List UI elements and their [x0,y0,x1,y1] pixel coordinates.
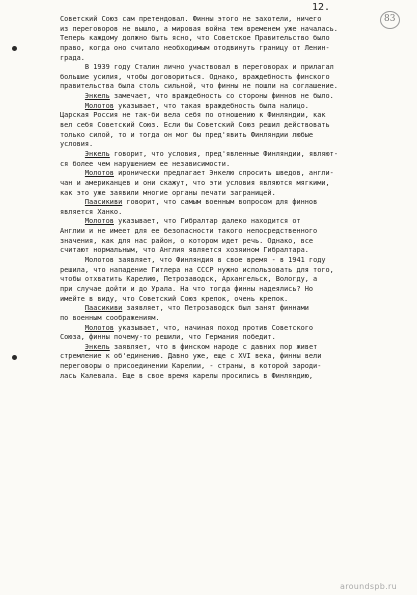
text-line [60,362,390,372]
text-line [60,333,390,343]
text-line [60,285,390,295]
speaker-name: Энкель [84,92,110,101]
line-text: Англии и не имеет для ее безопасности такого непосредственного [60,227,318,236]
line-text: Теперь каждому должно быть ясно, что Советское Правительство было [60,34,330,43]
line-text: заявляет, что Петрозаводск был занят финнами [122,304,309,313]
line-text: большие усилия, чтобы договориться. Однако, враждебность финского [60,72,330,81]
line-text: указывает, что такая враждебность была налицо. [113,101,309,110]
line-text: стремление к об'единению. Давно уже, еще с XVI века, финны вели [60,352,322,361]
line-text: при случае дойти и до Урала. На что тогда финны надеялись? Но [60,284,314,293]
line-text: как это уже заявили многие органы печати заграницей. [60,188,276,197]
speaker-name: Паасикиви [84,304,123,313]
text-line [60,63,390,73]
text-line [60,15,390,25]
text-line [60,304,390,314]
line-text: право, когда оно считало необходимым отодвинуть границу от Ленин- [60,43,330,52]
archive-page-mark: 83 [384,14,396,24]
speaker-name: Энкель [84,149,110,158]
text-line [60,227,390,237]
line-text: заявляет, что в финском народе с давних пор живет [109,342,318,351]
text-line [60,198,390,208]
text-line [60,275,390,285]
text-line [60,343,390,353]
speaker-name: Молотов [84,217,114,226]
text-line [60,54,390,64]
line-text: иронически предлагает Энкелю спросить шведов, англи- [113,169,334,178]
line-text: чтобы отхватить Карелию, Петрозаводск, Архангельск, Вологду, а [60,275,318,284]
line-text: чан и американцев и они скажут, что эти условия являются мягкими, [60,178,330,187]
line-text: из переговоров не вышло, а мировая война тем временем уже началась. [60,24,338,33]
text-line [60,131,390,141]
text-line [60,208,390,218]
text-line [60,237,390,247]
line-text: града. [60,53,85,62]
line-text: переговоры о присоединении Карелии, - страны, в которой зароди- [60,362,322,371]
line-text: только силой, то и тогда он мог бы пред'явить Финляндии любые [60,130,314,139]
line-text: лась Калевала. Еще в свое время карелы просились в Финляндию, [60,371,314,380]
speaker-name: Молотов [84,101,114,110]
line-text: замечает, что враждебность со стороны финнов не было. [109,92,334,101]
text-line [60,82,390,92]
text-line [60,140,390,150]
text-line [60,189,390,199]
text-line [60,150,390,160]
line-text: говорит, что самым военным вопросом для финнов [122,198,318,207]
line-text: условия. [60,140,94,149]
text-line [60,372,390,382]
text-line [60,324,390,334]
text-line [60,73,390,83]
line-text: Советский Союз сам претендовал. Финны этого не захотели, ничего [60,15,322,23]
line-text: считают нормальным, что Англия является хозяином Гибралтара. [60,246,309,255]
text-line [60,121,390,131]
document-body-text [60,15,390,381]
line-text: правительства была столь сильной, что финны не пошли на соглашение. [60,82,338,91]
line-text: ся более чем нарушением ее независимости. [60,159,231,168]
text-line [60,256,390,266]
page-number: 12. [312,2,331,13]
line-text: вел себя Советский Союз. Если бы Советский Союз решил действовать [60,121,330,130]
line-text: В 1939 году Сталин лично участвовал в переговорах и прилагал [84,63,334,72]
text-line [60,217,390,227]
text-line [60,34,390,44]
text-line [60,92,390,102]
line-text: Молотов заявляет, что Финляндия в свое время - в 1941 году [84,256,326,265]
text-line [60,44,390,54]
text-line [60,246,390,256]
line-text: указывает, что, начиная поход против Советского [113,323,314,332]
line-text: по военным соображениям. [60,313,160,322]
text-line [60,295,390,305]
speaker-name: Молотов [84,169,114,178]
watermark: aroundspb.ru [340,582,397,591]
text-line [60,266,390,276]
line-text: говорит, что условия, пред'явленные Финляндии, являют- [109,149,338,158]
speaker-name: Паасикиви [84,198,123,207]
text-line [60,179,390,189]
line-text: Союза, финны почему-то решили, что Германия победит. [60,333,276,342]
line-text: указывает, что Гибралтар далеко находится от [113,217,301,226]
line-text: значения, как для нас район, о котором идет речь. Однако, все [60,236,314,245]
text-line [60,352,390,362]
text-line [60,169,390,179]
punch-hole-bottom [12,355,17,360]
punch-hole-top [12,46,17,51]
text-line [60,160,390,170]
text-line [60,111,390,121]
speaker-name: Энкель [84,342,110,351]
text-line [60,102,390,112]
line-text: Царская Россия не так-би вела себя по отношению к Финляндии, как [60,111,326,120]
speaker-name: Молотов [84,323,114,332]
line-text: решила, что нападение Гитлера на СССР нужно использовать для того, [60,265,334,274]
text-line [60,314,390,324]
text-line [60,25,390,35]
line-text: имейте в виду, что Советский Союз крепок, очень крепок. [60,294,289,303]
line-text: является Ханко. [60,207,123,216]
